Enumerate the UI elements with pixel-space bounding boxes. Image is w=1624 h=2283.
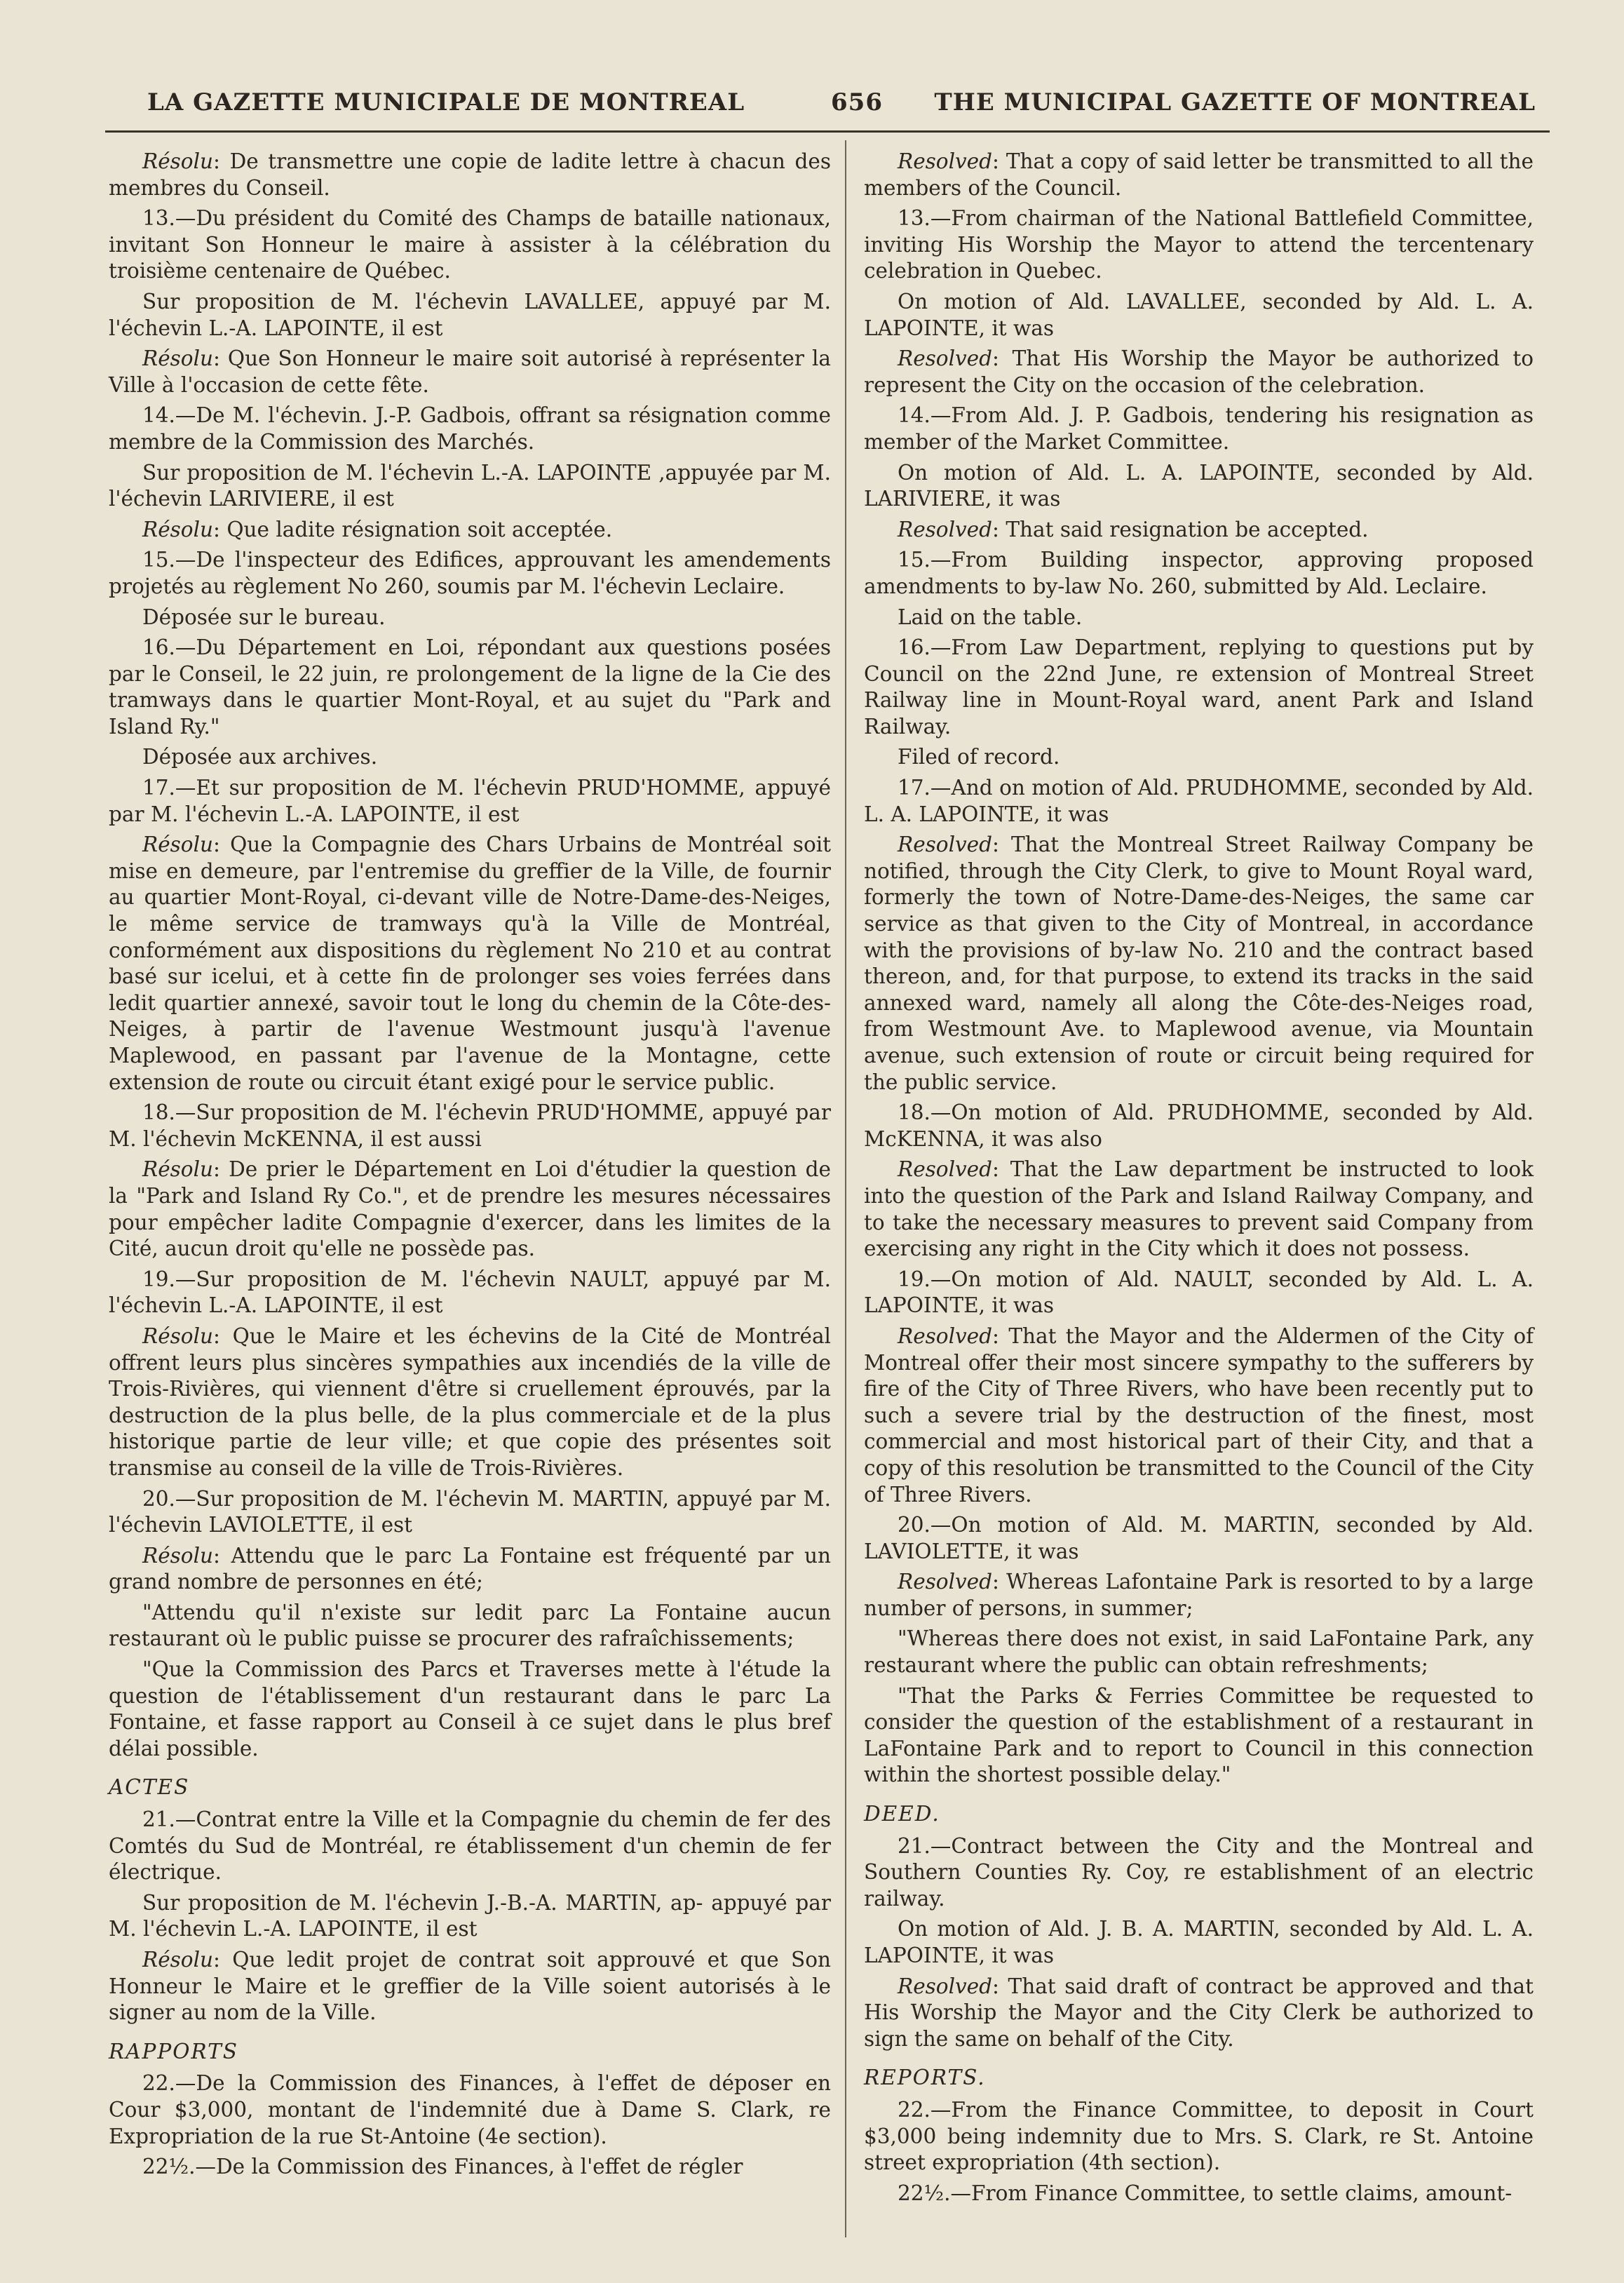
- english-column: [864, 149, 1534, 2211]
- paragraph-text: "Whereas there does not exist, in said LaFontaine Park, any restaurant where the public can obtain refreshments;: [864, 1627, 1534, 1678]
- paragraph-text: 14.—De M. l'échevin. J.-P. Gadbois, offrant sa résignation comme membre de la Commission des Marchés.: [109, 403, 831, 454]
- paragraph: [109, 1157, 831, 1262]
- paragraph-text: 13.—Du président du Comité des Champs de bataille nationaux, invitant Son Honneur le maire à assister à la célébration du troisième centenaire de Québec.: [109, 206, 831, 283]
- paragraph: [109, 1807, 831, 1886]
- paragraph: [864, 403, 1534, 455]
- paragraph-text: 21.—Contract between the City and the Montreal and Southern Counties Ry. Coy, re establishment of an electric railway.: [864, 1833, 1534, 1911]
- paragraph: [109, 1600, 831, 1652]
- paragraph-text: 16.—From Law Department, replying to questions put by Council on the 22nd June, re extension of Montreal Street Railway line in Mount-Royal ward, anent Park and Island Railway.: [864, 635, 1534, 739]
- paragraph-text: Filed of record.: [898, 745, 1060, 769]
- paragraph-text: 15.—From Building inspector, approving proposed amendments to by-law No. 260, submitted by Ald. Leclaire.: [864, 548, 1534, 598]
- paragraph-text: : That His Worship the Mayor be authorized to represent the City on the occasion of the celebration.: [864, 346, 1534, 397]
- paragraph: [109, 547, 831, 600]
- paragraph: [864, 517, 1534, 544]
- header-english-title: THE MUNICIPAL GAZETTE OF MONTREAL: [934, 88, 1536, 116]
- paragraph: [109, 832, 831, 1096]
- paragraph-text: Sur proposition de M. l'échevin L.-A. LAPOINTE ,appuyée par M. l'échevin LARIVIERE, il est: [109, 460, 831, 511]
- paragraph-text: On motion of Ald. L. A. LAPOINTE, seconded by Ald. LARIVIERE, it was: [864, 460, 1534, 511]
- paragraph: [109, 517, 831, 544]
- paragraph-text: Sur proposition de M. l'échevin LAVALLEE, appuyé par M. l'échevin L.-A. LAPOINTE, il est: [109, 289, 831, 340]
- paragraph: [864, 1100, 1534, 1152]
- paragraph: [109, 1543, 831, 1596]
- resolution-label: Resolved: [898, 1324, 993, 1348]
- paragraph-text: : That the Mayor and the Aldermen of the City of Montreal offer their most sincere sympathy to the sufferers by fire of the City of Three Rivers, who have been recently put to such a severe trial by the destruction of the finest, most commercial and most historical part of their City, and that a copy of this resolution be transmitted to the Council of the City of Three Rivers.: [864, 1324, 1534, 1507]
- paragraph-text: : Que la Compagnie des Chars Urbains de Montréal soit mise en demeure, par l'entremise du greffier de la Ville, de fournir au quartier Mont-Royal, ci-devant ville de Notre-Dame-des-Neiges, le même service de tramways qu'à la Ville de Montréal, conformément aux dispositions du règlement No 210 et au contrat basé sur icelui, et à cette fin de prolonger ses voies ferrées dans ledit quartier annexé, savoir tout le long du chemin de la Côte-des-Neiges, à partir de l'avenue Westmount jusqu'à l'avenue Maplewood, en passant par l'avenue de la Montagne, cette extension de route ou circuit étant exigé pour le service public.: [109, 833, 831, 1094]
- paragraph: [864, 744, 1534, 771]
- paragraph: [864, 1626, 1534, 1678]
- paragraph: [864, 1267, 1534, 1319]
- paragraph: [109, 635, 831, 740]
- paragraph-text: : De transmettre une copie de ladite lettre à chacun des membres du Conseil.: [109, 149, 831, 200]
- paragraph-text: 17.—And on motion of Ald. PRUDHOMME, seconded by Ald. L. A. LAPOINTE, it was: [864, 776, 1534, 826]
- paragraph: [109, 206, 831, 285]
- paragraph-text: : That said draft of contract be approved and that His Worship the Mayor and the City Clerk be authorized to sign the same on behalf of the City.: [864, 1974, 1534, 2051]
- paragraph: [864, 1833, 1534, 1913]
- paragraph-text: Déposée aux archives.: [142, 745, 378, 769]
- paragraph: [109, 1657, 831, 1762]
- paragraph-text: "Attendu qu'il n'existe sur ledit parc La Fontaine aucun restaurant où le public puisse se procurer des rafraîchissements;: [109, 1600, 831, 1651]
- paragraph: [864, 1569, 1534, 1622]
- paragraph: [109, 775, 831, 828]
- header-french-title: LA GAZETTE MUNICIPALE DE MONTREAL: [147, 88, 745, 116]
- column-divider: [845, 140, 846, 2237]
- paragraph-text: : That the Law department be instructed to look into the question of the Park and Island Railway Company, and to take the necessary measures to prevent said Company from exercising any right in the City which it does not possess.: [864, 1157, 1534, 1261]
- paragraph-text: : Que le Maire et les échevins de la Cité de Montréal offrent leurs plus sincères sympathies aux incendiés de la ville de Trois-Rivières, qui viennent d'être si cruellement éprouvés, par la destruction de la plus belle, de la plus commerciale et de la plus historique partie de leur ville; et que copie des présentes soit transmise au conseil de la ville de Trois-Rivières.: [109, 1324, 831, 1480]
- paragraph: [109, 346, 831, 398]
- section-heading: RAPPORTS: [109, 2039, 238, 2063]
- paragraph-text: : Que ladite résignation soit acceptée.: [213, 517, 613, 541]
- resolution-label: Résolu: [142, 1324, 214, 1348]
- section-heading: REPORTS.: [864, 2066, 986, 2090]
- paragraph: [864, 289, 1534, 342]
- paragraph: [864, 206, 1534, 285]
- resolution-label: Résolu: [142, 517, 214, 541]
- french-column: [109, 149, 831, 2185]
- paragraph: [109, 460, 831, 513]
- paragraph-text: 22½.—De la Commission des Finances, à l'effet de régler: [142, 2155, 743, 2179]
- resolution-label: Résolu: [142, 1157, 214, 1182]
- paragraph: [864, 605, 1534, 631]
- paragraph-text: "That the Parks & Ferries Committee be requested to consider the question of the establishment of a restaurant in LaFontaine Park and to report to Council in this connection within the shortest possible delay.": [864, 1683, 1534, 1787]
- paragraph-text: 18.—On motion of Ald. PRUDHOMME, seconded by Ald. McKENNA, it was also: [864, 1100, 1534, 1151]
- paragraph-text: : That the Montreal Street Railway Company be notified, through the City Clerk, to give to Mount Royal ward, formerly the town of Notre-Dame-des-Neiges, the same car service as that given to the City of Montreal, in accordance with the provisions of by-law No. 210 and the contract based thereon, and, for that purpose, to extend its tracks in the said annexed ward, namely all along the Côte-des-Neiges road, from Westmount Ave. to Maplewood avenue, via Mountain avenue, such extension of route or circuit being required for the public service.: [864, 833, 1534, 1094]
- paragraph: [109, 1890, 831, 1943]
- paragraph: [109, 1486, 831, 1539]
- resolution-label: Resolved: [898, 149, 993, 173]
- paragraph-text: 19.—Sur proposition de M. l'échevin NAULT, appuyé par M. l'échevin L.-A. LAPOINTE, il est: [109, 1267, 831, 1318]
- section-heading: ACTES: [109, 1775, 190, 1800]
- paragraph: [109, 2154, 831, 2181]
- resolution-label: Resolved: [898, 1974, 993, 1998]
- paragraph: [109, 1267, 831, 1319]
- resolution-label: Resolved: [898, 833, 993, 857]
- paragraph: [864, 1683, 1534, 1789]
- paragraph-text: 20.—Sur proposition de M. l'échevin M. MARTIN, appuyé par M. l'échevin LAVIOLETTE, il est: [109, 1486, 831, 1537]
- paragraph-text: 18.—Sur proposition de M. l'échevin PRUD'HOMME, appuyé par M. l'échevin McKENNA, il est aussi: [109, 1100, 831, 1151]
- page-header: [147, 83, 1536, 125]
- paragraph: [864, 460, 1534, 513]
- resolution-label: Résolu: [142, 346, 214, 371]
- paragraph: [109, 744, 831, 771]
- paragraph: [864, 346, 1534, 398]
- paragraph: [864, 1324, 1534, 1508]
- header-rule: [105, 130, 1550, 133]
- paragraph-text: : De prier le Département en Loi d'étudier la question de la "Park and Island Ry Co.", et de prendre les mesures nécessaires pour empêcher ladite Compagnie d'exercer, dans les limites de la Cité, aucun droit qu'elle ne possède pas.: [109, 1157, 831, 1261]
- paragraph: [109, 149, 831, 201]
- paragraph: [109, 1100, 831, 1152]
- paragraph-text: : Attendu que le parc La Fontaine est fréquenté par un grand nombre de personnes en été;: [109, 1543, 831, 1594]
- paragraph: [864, 1512, 1534, 1565]
- paragraph-text: 14.—From Ald. J. P. Gadbois, tendering his resignation as member of the Market Committee.: [864, 403, 1534, 454]
- paragraph-text: 21.—Contrat entre la Ville et la Compagnie du chemin de fer des Comtés du Sud de Montréal, re établissement d'un chemin de fer électrique.: [109, 1807, 831, 1885]
- paragraph: [864, 2181, 1534, 2207]
- paragraph: [864, 775, 1534, 828]
- paragraph-text: 13.—From chairman of the National Battlefield Committee, inviting His Worship the Mayor to attend the tercentenary celebration in Quebec.: [864, 206, 1534, 283]
- paragraph-text: 19.—On motion of Ald. NAULT, seconded by Ald. L. A. LAPOINTE, it was: [864, 1267, 1534, 1318]
- paragraph-text: 20.—On motion of Ald. M. MARTIN, seconded by Ald. LAVIOLETTE, it was: [864, 1513, 1534, 1563]
- paragraph: [109, 1324, 831, 1482]
- paragraph: [109, 403, 831, 455]
- paragraph-text: 15.—De l'inspecteur des Edifices, approuvant les amendements projetés au règlement No 260, soumis par M. l'échevin Leclaire.: [109, 548, 831, 598]
- paragraph-text: Laid on the table.: [898, 605, 1083, 629]
- paragraph-text: 17.—Et sur proposition de M. l'échevin PRUD'HOMME, appuyé par M. l'échevin L.-A. LAPOINTE, il est: [109, 776, 831, 826]
- paragraph: [864, 2097, 1534, 2176]
- section-heading: DEED.: [864, 1802, 940, 1826]
- paragraph-text: 22½.—From Finance Committee, to settle claims, amount-: [898, 2181, 1513, 2205]
- paragraph-text: : Que ledit projet de contrat soit approuvé et que Son Honneur le Maire et le greffier de la Ville soient autorisés à le signer au nom de la Ville.: [109, 1948, 831, 2025]
- paragraph-text: 22.—From the Finance Committee, to deposit in Court $3,000 being indemnity due to Mrs. S. Clark, re St. Antoine street expropriation (4th section).: [864, 2097, 1534, 2175]
- resolution-label: Résolu: [142, 1543, 214, 1568]
- resolution-label: Resolved: [898, 517, 993, 541]
- resolution-label: Resolved: [898, 346, 993, 371]
- resolution-label: Résolu: [142, 1948, 214, 1972]
- paragraph-text: 22.—De la Commission des Finances, à l'effet de déposer en Cour $3,000, montant de l'indemnité due à Dame S. Clark, re Expropriation de la rue St-Antoine (4e section).: [109, 2071, 831, 2148]
- paragraph-text: Sur proposition de M. l'échevin J.-B.-A. MARTIN, ap- appuyé par M. l'échevin L.-A. LAPOINTE, il est: [109, 1890, 831, 1941]
- paragraph: [864, 832, 1534, 1096]
- paragraph-text: : That said resignation be accepted.: [992, 517, 1369, 541]
- resolution-label: Résolu: [142, 833, 214, 857]
- paragraph: [864, 547, 1534, 600]
- paragraph-text: "Que la Commission des Parcs et Traverses mette à l'étude la question de l'établissement d'un restaurant dans le parc La Fontaine, et fasse rapport au Conseil à ce sujet dans le plus bref délai possible.: [109, 1657, 831, 1760]
- paragraph: [864, 635, 1534, 740]
- paragraph: [109, 289, 831, 342]
- paragraph-text: : Whereas Lafontaine Park is resorted to by a large number of persons, in summer;: [864, 1570, 1534, 1620]
- paragraph-text: : Que Son Honneur le maire soit autorisé à représenter la Ville à l'occasion de cette fête.: [109, 346, 831, 397]
- paragraph: [864, 1916, 1534, 1969]
- paragraph-text: 16.—Du Département en Loi, répondant aux questions posées par le Conseil, le 22 juin, re prolongement de la ligne de la Cie des tramways dans le quartier Mont-Royal, et au sujet du "Park and Island Ry.": [109, 635, 831, 739]
- resolution-label: Resolved: [898, 1570, 993, 1594]
- resolution-label: Resolved: [898, 1157, 993, 1182]
- paragraph: [109, 605, 831, 631]
- paragraph-text: : That a copy of said letter be transmitted to all the members of the Council.: [864, 149, 1534, 200]
- resolution-label: Résolu: [142, 149, 214, 173]
- page-number: 656: [831, 88, 883, 116]
- paragraph: [864, 149, 1534, 201]
- paragraph: [109, 2070, 831, 2150]
- paragraph: [109, 1947, 831, 2026]
- paragraph-text: Déposée sur le bureau.: [142, 605, 386, 629]
- paragraph: [864, 1157, 1534, 1262]
- paragraph: [864, 1974, 1534, 2053]
- paragraph-text: On motion of Ald. LAVALLEE, seconded by Ald. L. A. LAPOINTE, it was: [864, 289, 1534, 340]
- paragraph-text: On motion of Ald. J. B. A. MARTIN, seconded by Ald. L. A. LAPOINTE, it was: [864, 1917, 1534, 1967]
